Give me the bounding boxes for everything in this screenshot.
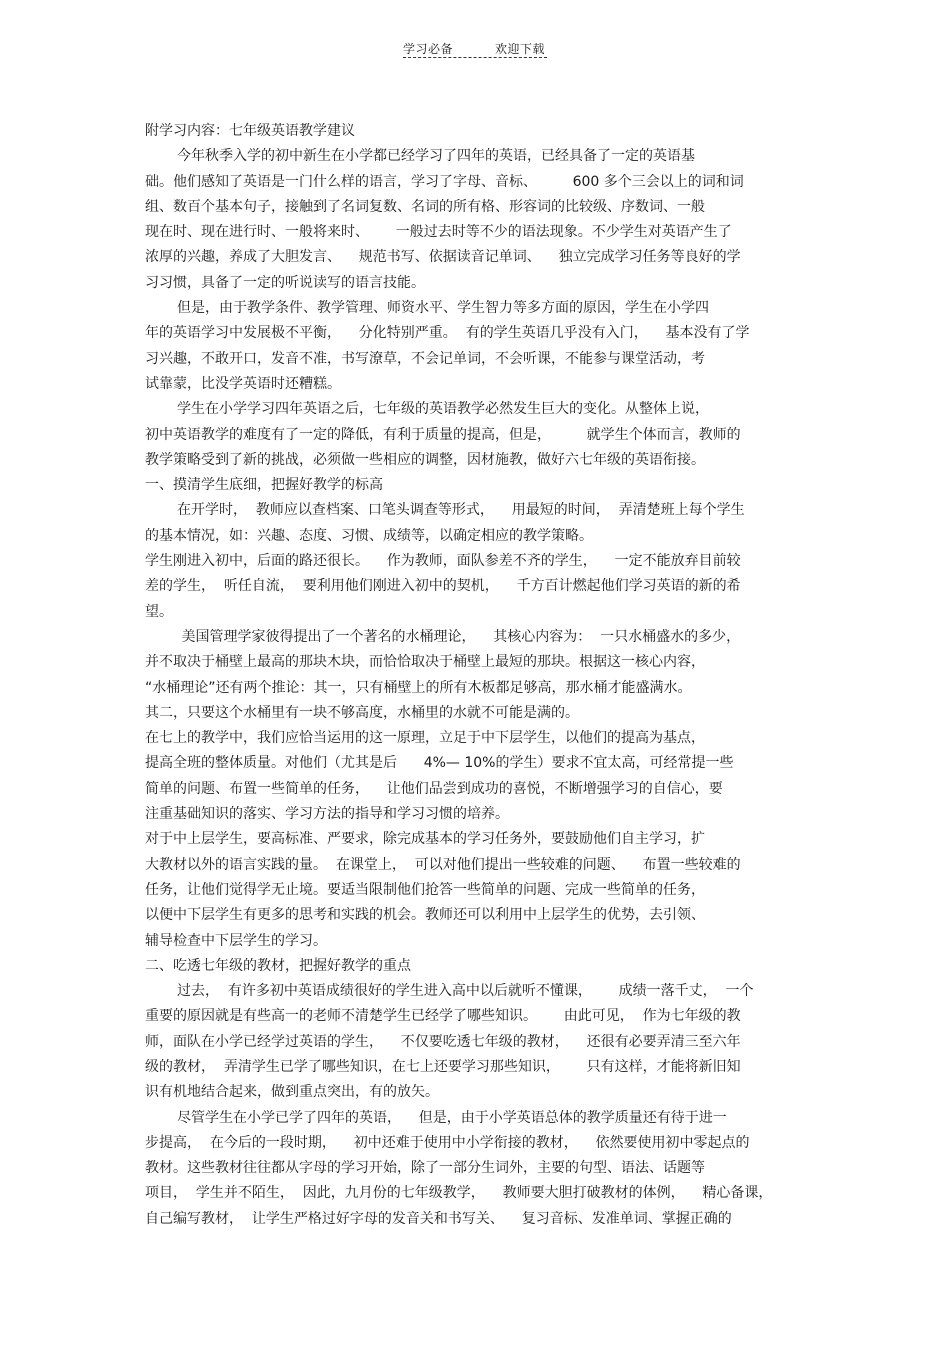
text-line: 的基本情况，如：兴趣、态度、习惯、成绩等，以确定相应的教学策略。 (145, 527, 593, 544)
text-line: 项目， 学生并不陌生， 因此，九月份的七年级教学， 教师要大胆打破教材的体例， 精心备课， (145, 1185, 773, 1202)
text-line: 浓厚的兴趣，养成了大胆发言、 规范书写、依据读音记单词、 独立完成学习任务等良好的学 (145, 249, 741, 266)
document-body (145, 119, 805, 1232)
text-line: 望。 (145, 603, 173, 620)
text-line: 学生在小学学习四年英语之后，七年级的英语教学必然发生巨大的变化。从整体上说， (177, 401, 709, 418)
text-line: 自己编写教材， 让学生严格过好字母的发音关和书写关、 复习音标、发准单词、掌握正确的 (145, 1210, 732, 1227)
text-line: 现在时、现在进行时、一般将来时、 一般过去时等不少的语法现象。不少学生对英语产生了 (145, 224, 732, 241)
text-line: 级的教材， 弄清学生已学了哪些知识，在七上还要学习那些知识， 只有这样，才能将新旧知 (145, 1058, 741, 1075)
text-line: 组、数百个基本句子，接触到了名词复数、名词的所有格、形容词的比较级、序数词、一般 (145, 198, 705, 215)
text-line: 教学策略受到了新的挑战，必须做一些相应的调整，因材施教，做好六七年级的英语衔接。 (145, 451, 705, 468)
text-line: 辅导检查中下层学生的学习。 (145, 932, 327, 949)
text-line: 重要的原因就是有些高一的老师不清楚学生已经学了哪些知识。 由此可见， 作为七年级的教 (145, 1008, 741, 1025)
text-line: 附学习内容：七年级英语教学建议 (145, 123, 355, 139)
text-line: 础。他们感知了英语是一门什么样的语言，学习了字母、音标、 600 多个三会以上的词和词 (145, 173, 744, 190)
header-left-text: 学习必备 (403, 42, 454, 56)
text-line: 并不取决于桶壁上最高的那块木块，而恰恰取决于桶壁上最短的那块。根据这一核心内容， (145, 654, 705, 671)
text-line: 识有机地结合起来，做到重点突出，有的放矢。 (145, 1084, 439, 1101)
text-line: “水桶理论”还有两个推论：其一，只有桶壁上的所有木板都足够高，那水桶才能盛满水。 (145, 679, 692, 696)
text-line: 师，面队在小学已经学过英语的学生， 不仅要吃透七年级的教材， 还很有必要弄清三至六年 (145, 1033, 741, 1050)
text-line: 习兴趣，不敢开口，发音不准，书写潦草，不会记单词，不会听课，不能参与课堂活动，考 (145, 350, 705, 367)
text-line: 初中英语教学的难度有了一定的降低，有利于质量的提高，但是， 就学生个体而言，教师的 (145, 426, 741, 443)
text-line: 教材。这些教材往往都从字母的学习开始，除了一部分生词外，主要的句型、语法、话题等 (145, 1160, 705, 1177)
text-line: 步提高， 在今后的一段时期， 初中还难于使用中小学衔接的教材， 依然要使用初中零起点的 (145, 1134, 750, 1151)
text-line: 二、吃透七年级的教材，把握好教学的重点 (145, 957, 411, 974)
text-line: 其二，只要这个水桶里有一块不够高度，水桶里的水就不可能是满的。 (145, 704, 579, 721)
header-rule (403, 57, 547, 58)
text-line: 但是，由于教学条件、教学管理、师资水平、学生智力等多方面的原因，学生在小学四 (177, 300, 709, 317)
text-line: 过去， 有许多初中英语成绩很好的学生进入高中以后就听不懂课， 成绩一落千丈， 一个 (177, 983, 754, 1000)
text-line: 在七上的教学中，我们应恰当运用的这一原理，立足于中下层学生，以他们的提高为基点， (145, 730, 705, 747)
text-line: 美国管理学家彼得提出了一个著名的水桶理论， 其核心内容为： 一只水桶盛水的多少， (177, 628, 741, 645)
text-line: 提高全班的整体质量。对他们（尤其是后 4%— 10%的学生）要求不宜太高，可经常提一些 (145, 755, 734, 772)
text-line: 大教材以外的语言实践的量。 在课堂上， 可以对他们提出一些较难的问题、 布置一些较难的 (145, 856, 741, 873)
text-line: 注重基础知识的落实、学习方法的指导和学习习惯的培养。 (145, 806, 509, 823)
text-line: 在开学时， 教师应以查档案、口笔头调查等形式， 用最短的时间， 弄清楚班上每个学生 (177, 502, 745, 519)
header-right-text: 欢迎下载 (495, 42, 546, 56)
text-line: 对于中上层学生，要高标准、严要求，除完成基本的学习任务外，要鼓励他们自主学习，扩 (145, 831, 705, 848)
text-line: 任务，让他们觉得学无止境。要适当限制他们抢答一些简单的问题、完成一些简单的任务， (145, 881, 705, 898)
text-line: 差的学生， 听任自流， 要利用他们刚进入初中的契机， 千方百计燃起他们学习英语的新的希 (145, 578, 741, 595)
text-line: 一、摸清学生底细，把握好教学的标高 (145, 477, 383, 494)
text-line: 年的英语学习中发展极不平衡， 分化特别严重。 有的学生英语几乎没有入门， 基本没有了学 (145, 325, 750, 342)
text-line: 尽管学生在小学已学了四年的英语， 但是，由于小学英语总体的教学质量还有待于进一 (177, 1109, 727, 1126)
text-line: 试靠蒙，比没学英语时还糟糕。 (145, 375, 341, 392)
text-line: 学生刚进入初中，后面的路还很长。 作为教师，面队参差不齐的学生， 一定不能放弃目前较 (145, 553, 741, 570)
text-line: 以便中下层学生有更多的思考和实践的机会。教师还可以利用中上层学生的优势，去引领、 (145, 907, 705, 924)
text-line: 今年秋季入学的初中新生在小学都已经学习了四年的英语，已经具备了一定的英语基 (177, 148, 695, 165)
page-header (403, 40, 545, 57)
text-line: 简单的问题、布置一些简单的任务， 让他们品尝到成功的喜悦，不断增强学习的自信心，要 (145, 780, 723, 797)
text-line: 习习惯，具备了一定的听说读写的语言技能。 (145, 274, 425, 291)
